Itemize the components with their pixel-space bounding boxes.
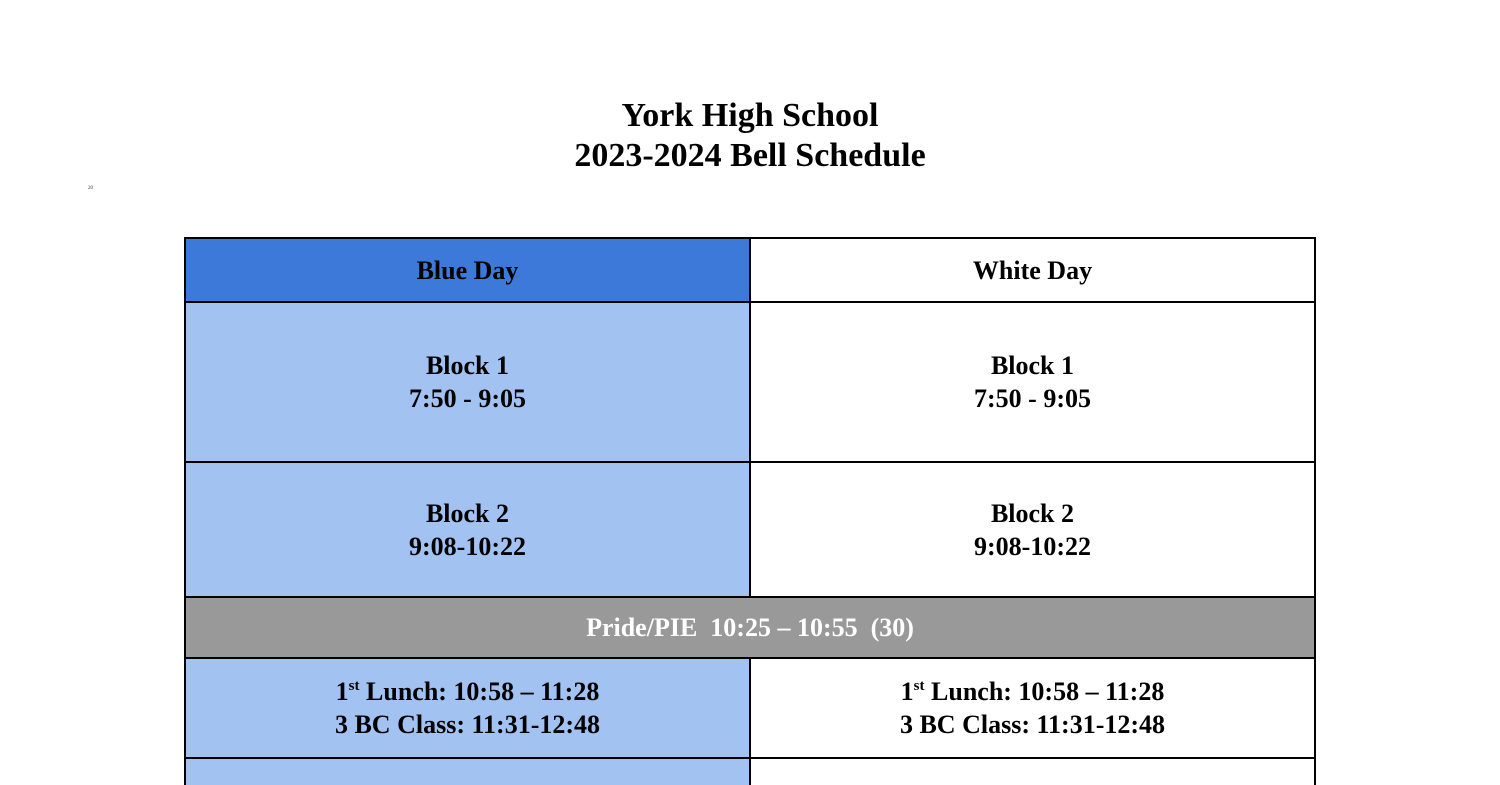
block2-row bbox=[185, 462, 1315, 597]
white-day-header: White Day bbox=[750, 238, 1315, 302]
block-name: Block 1 bbox=[425, 351, 510, 380]
lunch-time: 1st Lunch: 10:58 – 11:28 bbox=[900, 677, 1165, 706]
lunch-time: 1st Lunch: 10:58 – 11:28 bbox=[335, 677, 600, 706]
white-next-cell bbox=[750, 758, 1315, 785]
blue-block2-cell bbox=[185, 462, 750, 597]
blue-lunch-cell bbox=[185, 658, 750, 758]
next-row bbox=[185, 758, 1315, 785]
white-block2-cell bbox=[750, 462, 1315, 597]
blue-day-header: Blue Day bbox=[185, 238, 750, 302]
bell-schedule-table bbox=[184, 237, 1316, 785]
schedule-title: 2023-2024 Bell Schedule bbox=[574, 137, 926, 174]
school-name: York High School bbox=[621, 97, 879, 134]
document-title bbox=[0, 96, 1500, 176]
block-name: Block 2 bbox=[990, 498, 1075, 528]
block1-row bbox=[185, 302, 1315, 462]
class-time: 3 BC Class: 11:31-12:48 bbox=[334, 710, 601, 739]
blue-next-cell bbox=[185, 758, 750, 785]
pride-pie-row bbox=[185, 597, 1315, 658]
class-time: 3 BC Class: 11:31-12:48 bbox=[899, 710, 1166, 739]
header-row bbox=[185, 238, 1315, 302]
lunch-row bbox=[185, 658, 1315, 758]
white-lunch-cell bbox=[750, 658, 1315, 758]
block-time: 7:50 - 9:05 bbox=[974, 384, 1091, 413]
block-name: Block 1 bbox=[990, 351, 1075, 380]
pride-pie-cell: Pride/PIE 10:25 – 10:55 (30) bbox=[185, 597, 1315, 658]
block-name: Block 2 bbox=[425, 498, 510, 528]
white-block1-cell bbox=[750, 302, 1315, 462]
block-time: 9:08-10:22 bbox=[409, 531, 526, 561]
blue-block1-cell bbox=[185, 302, 750, 462]
block-time: 7:50 - 9:05 bbox=[409, 384, 526, 413]
page-mark: 20 bbox=[88, 186, 93, 191]
block-time: 9:08-10:22 bbox=[974, 531, 1091, 561]
